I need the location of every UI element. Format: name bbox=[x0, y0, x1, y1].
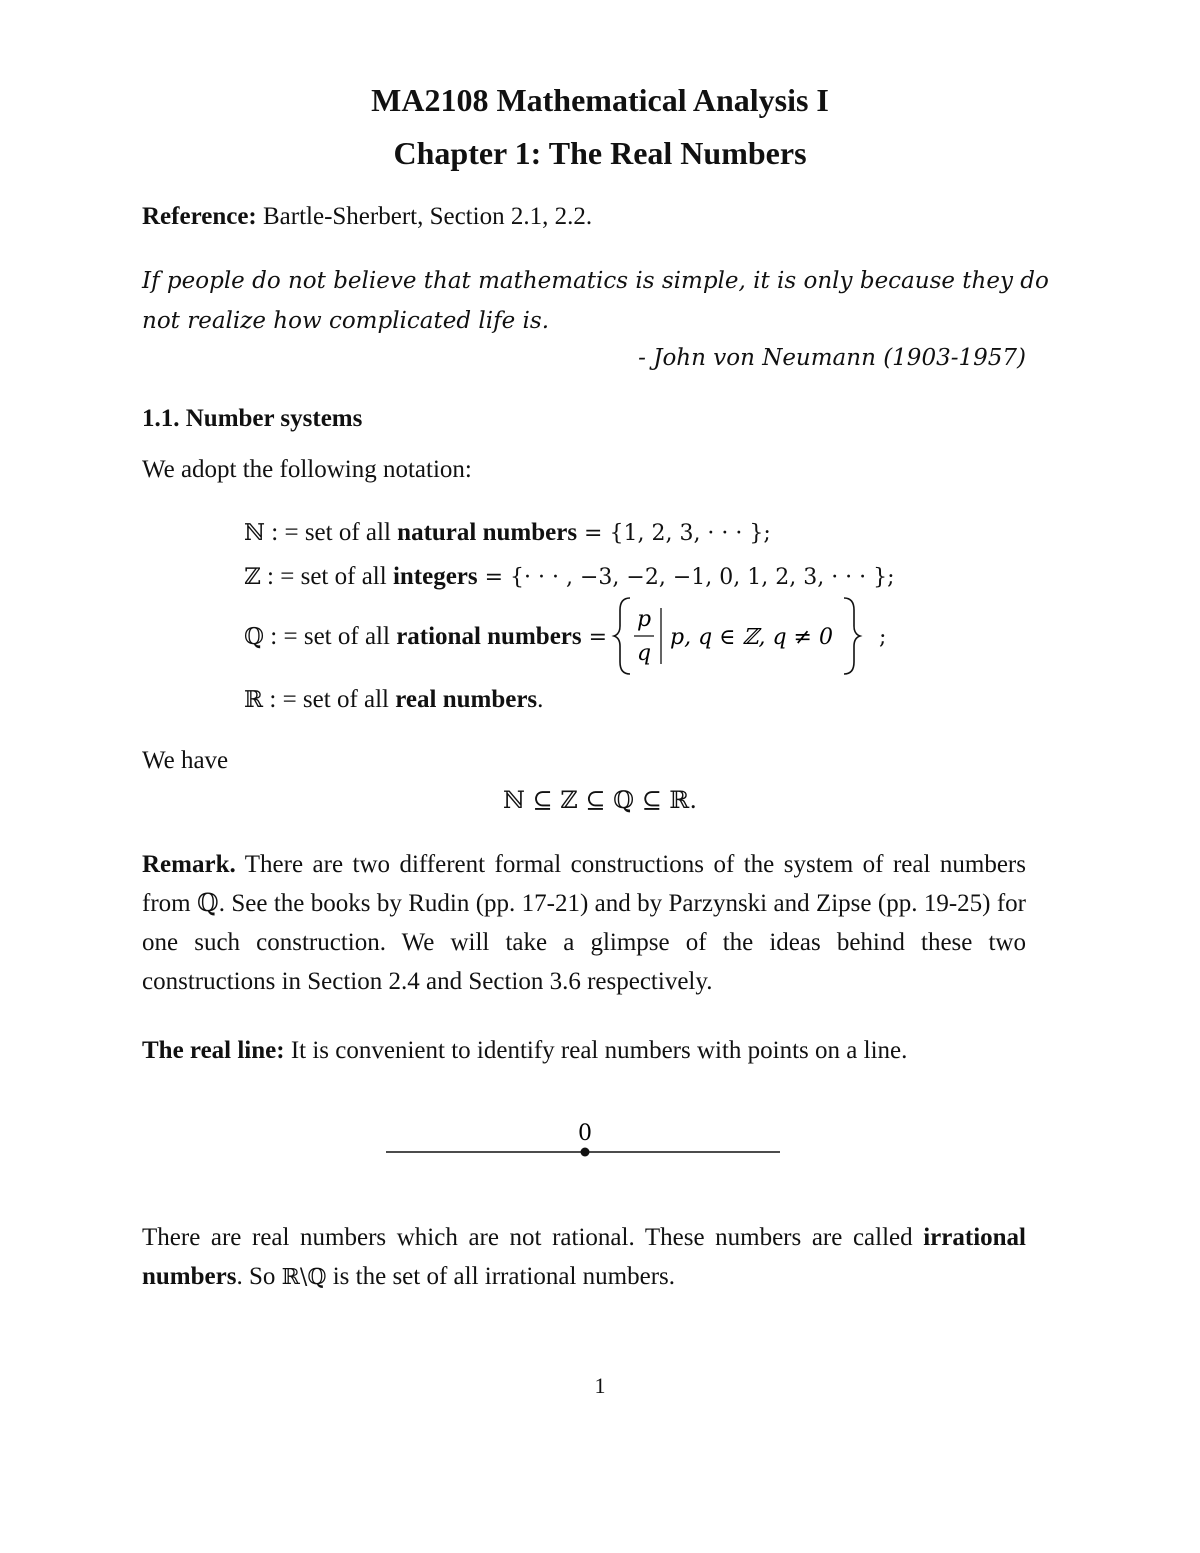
inclusion-chain: ℕ ⊆ ℤ ⊆ ℚ ⊆ ℝ. bbox=[502, 786, 698, 814]
reference-label: Reference: bbox=[142, 203, 257, 230]
fraction-numerator: p bbox=[637, 607, 652, 632]
remark-text: There are two different formal constructions of the system of real numbers from ℚ. See the books by Rudin (pp. 17-21) and by Parzynski and Zipse (pp. 19-25) for one such construction. We will take a glimpse of the ideas behind these two constructions in Section 2.4 and Section 3.6 respectively. bbox=[142, 851, 1026, 995]
remark-paragraph bbox=[142, 845, 1026, 1001]
definition-prefix: : = set of all bbox=[265, 519, 398, 546]
we-have-text: We have bbox=[142, 747, 229, 774]
definition-value: = {1, 2, 3, · · · }; bbox=[577, 521, 771, 546]
quote-line-1: If people do not believe that mathematics is simple, it is only because they do bbox=[142, 268, 1049, 294]
definition-reals bbox=[244, 685, 543, 715]
irrational-text-before: There are real numbers which are not rational. These numbers are called bbox=[142, 1224, 924, 1251]
real-line-text: It is convenient to identify real numbers with points on a line. bbox=[290, 1037, 908, 1064]
origin-point bbox=[581, 1148, 590, 1157]
quote-line-2: not realize how complicated life is. bbox=[142, 308, 550, 334]
real-line-diagram bbox=[380, 1112, 790, 1162]
natural-symbol: ℕ bbox=[244, 520, 266, 546]
definition-integers bbox=[244, 562, 895, 593]
definition-rationals bbox=[244, 607, 887, 666]
fraction-denominator: q bbox=[637, 641, 652, 666]
definition-natural bbox=[244, 518, 771, 549]
definition-term: integers bbox=[392, 563, 478, 590]
definition-prefix: : = set of all bbox=[263, 686, 396, 713]
irrational-set: ℝ\ℚ bbox=[281, 1265, 327, 1290]
right-brace-icon bbox=[844, 598, 860, 674]
section-heading: 1.1. Number systems bbox=[142, 405, 363, 432]
definition-prefix: : = set of all bbox=[264, 623, 397, 650]
definition-value: = {· · · , −3, −2, −1, 0, 1, 2, 3, · · · }; bbox=[477, 565, 895, 590]
set-builder bbox=[614, 607, 872, 666]
definition-term: real numbers bbox=[395, 686, 538, 713]
reference-text: Bartle-Sherbert, Section 2.1, 2.2. bbox=[262, 203, 593, 230]
irrational-term: irrational numbers bbox=[142, 1224, 1026, 1290]
quote-attribution: - John von Neumann (1903-1957) bbox=[638, 345, 1026, 371]
page-number: 1 bbox=[594, 1373, 606, 1398]
equals-sign: = bbox=[581, 625, 615, 650]
set-condition: p, q ∈ ℤ, q ≠ 0 bbox=[670, 625, 834, 650]
real-line-paragraph bbox=[142, 1031, 1026, 1070]
set-builder-graphic bbox=[614, 596, 872, 676]
left-brace-icon bbox=[614, 598, 630, 674]
remark-label: Remark. bbox=[142, 851, 236, 878]
definition-prefix: : = set of all bbox=[260, 563, 393, 590]
origin-label: 0 bbox=[578, 1121, 592, 1146]
definition-end: ; bbox=[872, 625, 887, 650]
reals-symbol: ℝ bbox=[244, 687, 264, 713]
definition-term: rational numbers bbox=[396, 623, 582, 650]
section-intro: We adopt the following notation: bbox=[142, 456, 472, 483]
irrational-text-after: is the set of all irrational numbers. bbox=[326, 1263, 676, 1290]
course-title: MA2108 Mathematical Analysis I bbox=[371, 82, 829, 118]
irrational-paragraph bbox=[142, 1218, 1026, 1297]
rationals-symbol: ℚ bbox=[244, 624, 265, 650]
definition-term: natural numbers bbox=[397, 519, 578, 546]
real-line-label: The real line: bbox=[142, 1037, 285, 1064]
definition-end: . bbox=[537, 686, 544, 713]
integers-symbol: ℤ bbox=[244, 564, 261, 590]
chapter-title: Chapter 1: The Real Numbers bbox=[393, 135, 807, 171]
irrational-text-middle: . So bbox=[236, 1263, 282, 1290]
reference-line bbox=[142, 202, 1032, 232]
